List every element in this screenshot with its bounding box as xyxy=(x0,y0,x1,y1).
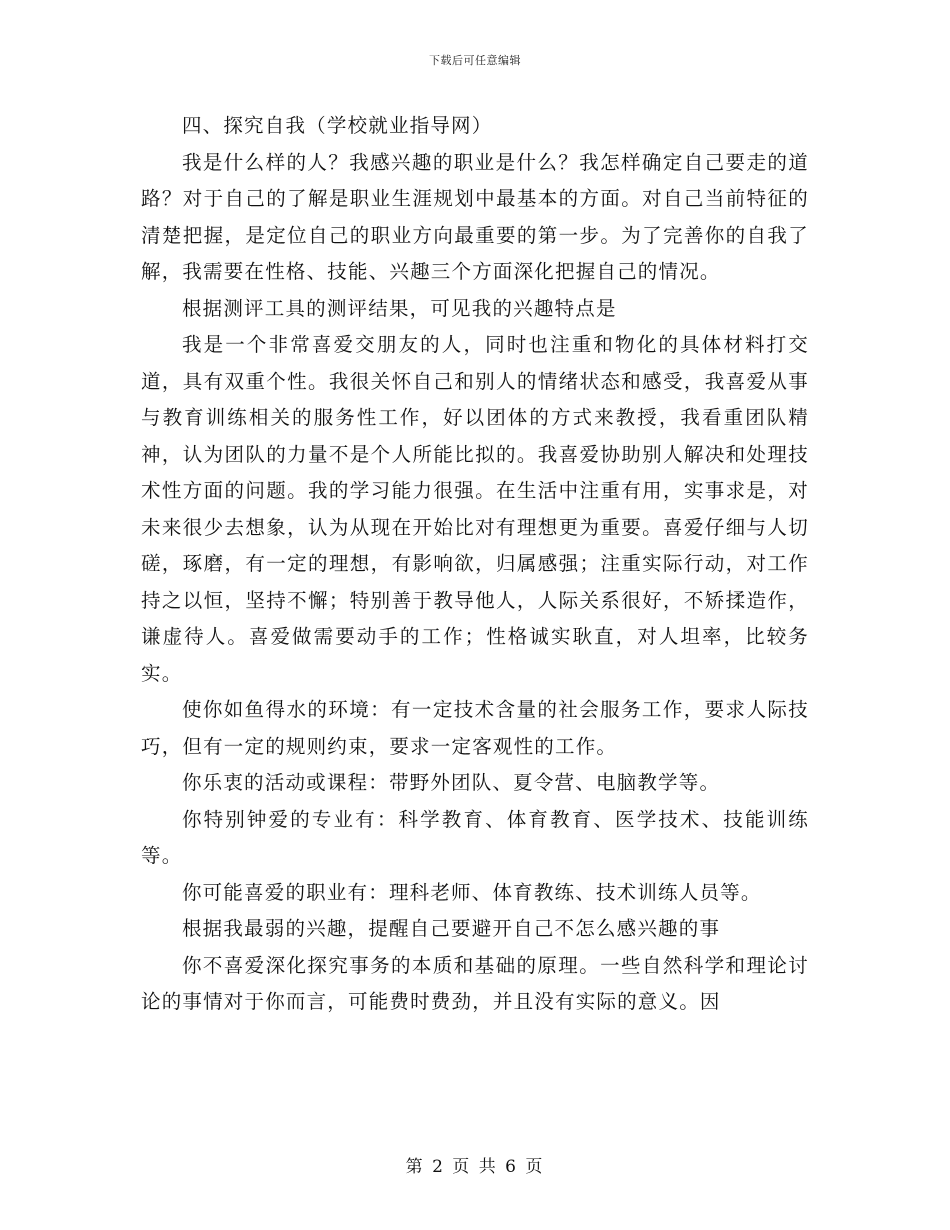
paragraph: 使你如鱼得水的环境：有一定技术含量的社会服务工作，要求人际技巧，但有一定的规则约束，要求一定客观性的工作。 xyxy=(141,698,809,758)
paragraph: 根据测评工具的测评结果，可见我的兴趣特点是 xyxy=(181,296,617,320)
paragraph: 我是什么样的人？我感兴趣的职业是什么？我怎样确定自己要走的道路？对于自己的了解是职业生涯规划中最基本的方面。对自己当前特征的清楚把握，是定位自己的职业方向最重要的第一步。为了完善你的自我了解，我需要在性格、技能、兴趣三个方面深化把握自己的情况。 xyxy=(141,150,809,283)
paragraph: 你特别钟爱的专业有：科学教育、体育教育、医学技术、技能训练等。 xyxy=(141,807,809,867)
paragraph: 你不喜爱深化探究事务的本质和基础的原理。一些自然科学和理论讨论的事情对于你而言，可能费时费劲，并且没有实际的意义。因 xyxy=(141,953,809,1013)
page-number: 第 2 页 共 6 页 xyxy=(405,1157,545,1177)
document-body xyxy=(141,108,809,1021)
paragraph: 你乐衷的活动或课程：带野外团队、夏令营、电脑教学等。 xyxy=(181,771,721,794)
paragraph: 根据我最弱的兴趣，提醒自己要避开自己不怎么感兴趣的事 xyxy=(181,917,721,940)
paragraph: 我是一个非常喜爱交朋友的人，同时也注重和物化的具体材料打交道，具有双重个性。我很关怀自己和别人的情绪状态和感受，我喜爱从事与教育训练相关的服务性工作，好以团体的方式来教授，我看重团队精神，认为团队的力量不是个人所能比拟的。我喜爱协助别人解决和处理技术性方面的问题。我的学习能力很强。在生活中注重有用，实事求是，对未来很少去想象，认为从现在开始比对有理想更为重要。喜爱仔细与人切磋，琢磨，有一定的理想，有影响欲，归属感强；注重实际行动，对工作持之以恒，坚持不懈；特别善于教导他人，人际关系很好，不矫揉造作，谦虚待人。喜爱做需要动手的工作；性格诚实耿直，对人坦率，比较务实。 xyxy=(141,333,809,685)
page-header: 下载后可任意编辑 xyxy=(429,54,521,67)
section-heading: 四、探究自我（学校就业指导网） xyxy=(181,114,493,137)
paragraph: 你可能喜爱的职业有：理科老师、体育教练、技术训练人员等。 xyxy=(181,880,762,904)
